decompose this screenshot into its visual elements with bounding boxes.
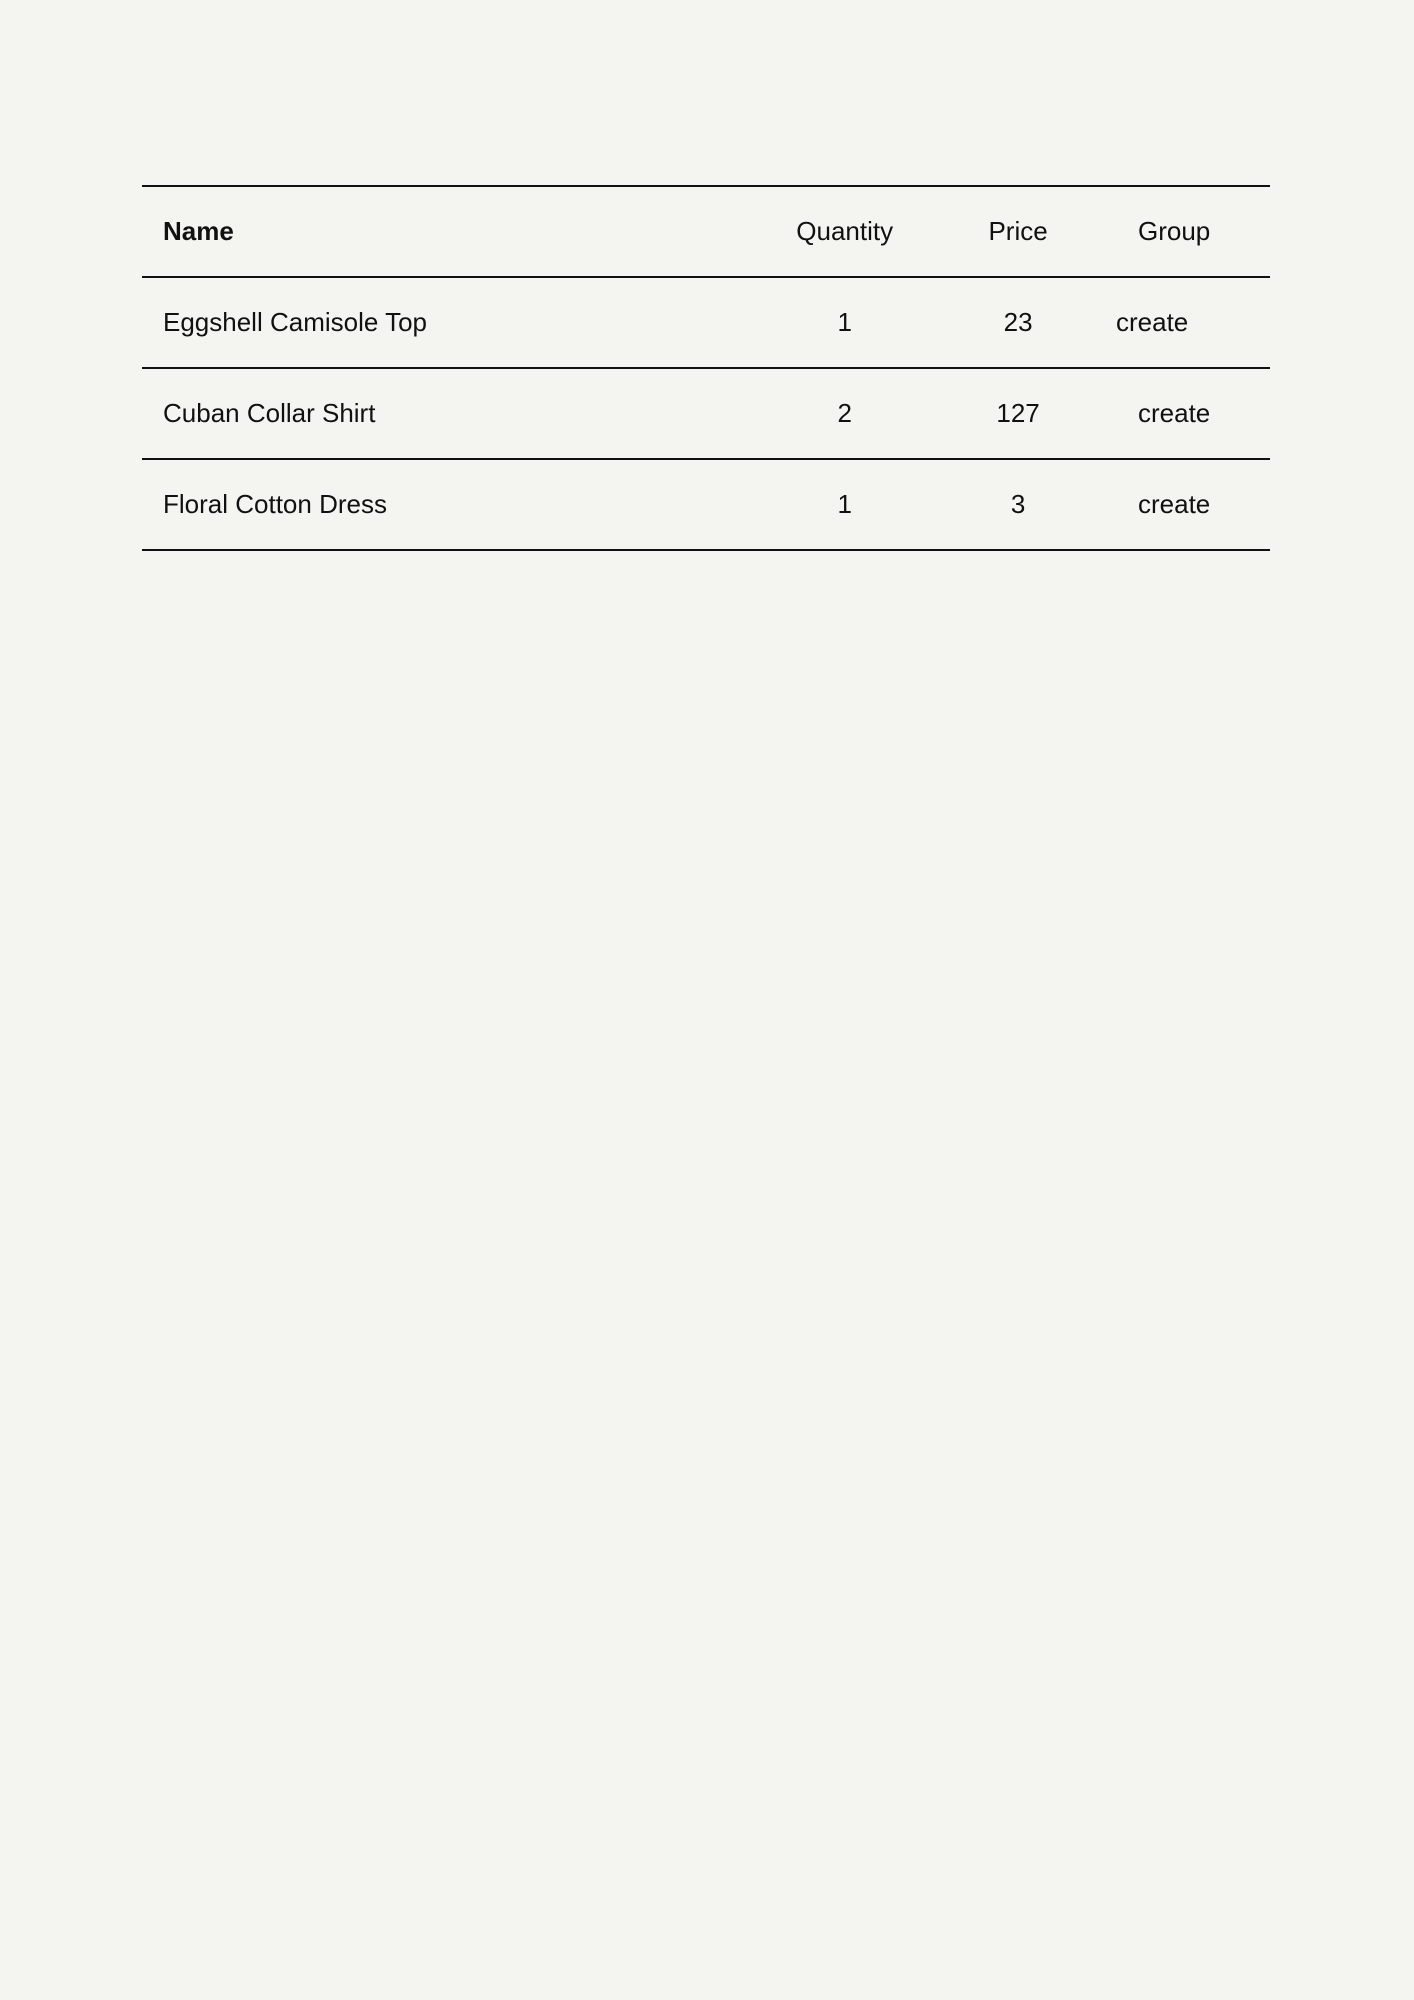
cell-name: Floral Cotton Dress xyxy=(142,459,731,550)
cell-group xyxy=(1078,368,1270,459)
header-quantity: Quantity xyxy=(731,186,957,277)
header-name: Name xyxy=(142,186,731,277)
cell-price: 23 xyxy=(958,277,1078,368)
cell-quantity: 1 xyxy=(731,459,957,550)
table-header-row xyxy=(142,186,1270,277)
create-group-link[interactable]: create xyxy=(1115,307,1189,337)
cell-price: 127 xyxy=(958,368,1078,459)
cell-group xyxy=(1078,277,1270,368)
cell-name: Cuban Collar Shirt xyxy=(142,368,731,459)
cell-quantity: 2 xyxy=(731,368,957,459)
create-group-link[interactable]: create xyxy=(1137,489,1211,519)
cell-quantity: 1 xyxy=(731,277,957,368)
products-table-container xyxy=(142,185,1270,551)
products-table xyxy=(142,185,1270,551)
table-row xyxy=(142,277,1270,368)
table-row xyxy=(142,368,1270,459)
cell-group xyxy=(1078,459,1270,550)
create-group-link[interactable]: create xyxy=(1137,398,1211,428)
header-price: Price xyxy=(958,186,1078,277)
table-row xyxy=(142,459,1270,550)
cell-price: 3 xyxy=(958,459,1078,550)
cell-name: Eggshell Camisole Top xyxy=(142,277,731,368)
header-group: Group xyxy=(1078,186,1270,277)
